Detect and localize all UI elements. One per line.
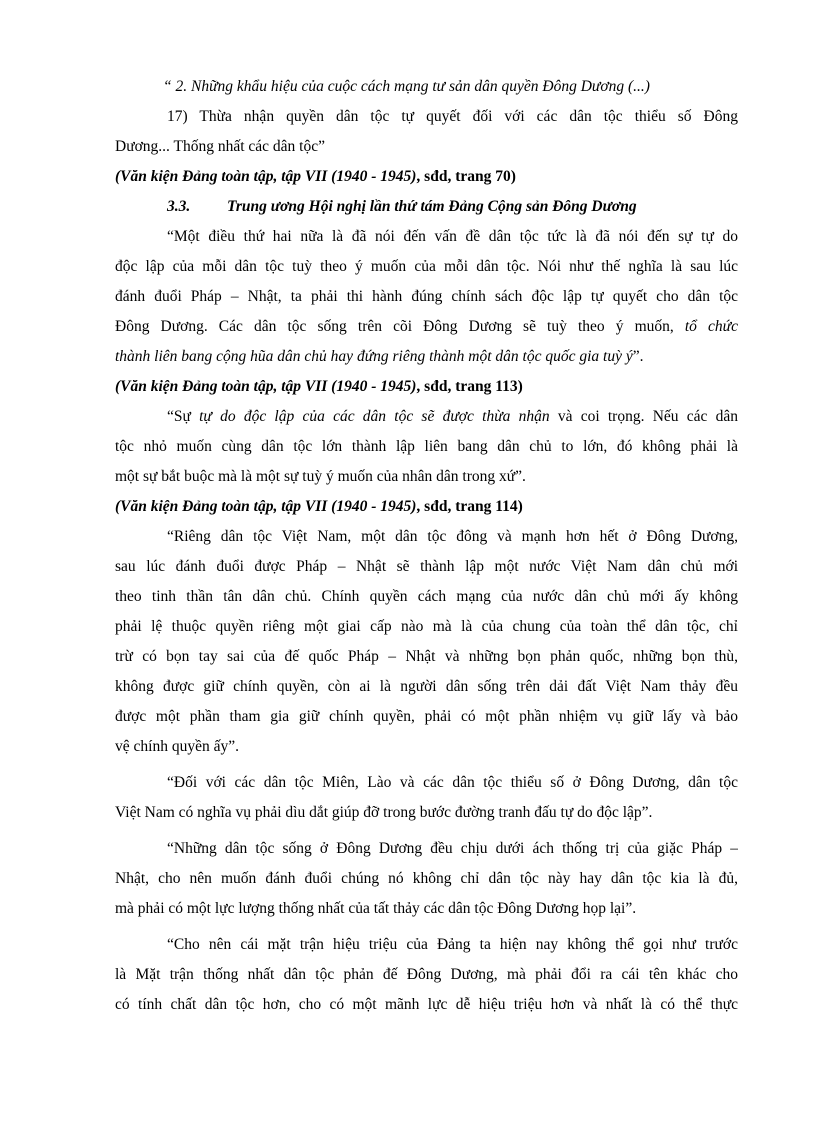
section-title: Trung ương Hội nghị lần thứ tám Đảng Cộng sản Đông Dương <box>227 198 637 215</box>
para6-line3: có tính chất dân tộc hơn, cho có một mãnh lực dễ hiệu triệu hơn và nhất là có thể thực <box>115 996 738 1013</box>
para4-line2: Việt Nam có nghĩa vụ phải dìu dắt giúp đỡ trong bước đường tranh đấu tự do độc lập”. <box>115 804 653 821</box>
para2-line1-end: và coi trọng. Nếu các dân <box>549 408 738 425</box>
citation-2 <box>115 372 738 402</box>
para1-line2: độc lập của mỗi dân tộc tuỳ theo ý muốn của mỗi dân tộc. Nói như thế nghĩa là sau lúc <box>115 258 738 275</box>
citation-3 <box>115 492 738 522</box>
para3-line7: được một phần tham gia giữ chính quyền, phải có một phần nhiệm vụ giữ lấy và bảo <box>115 708 738 725</box>
para6-line2: là Mặt trận thống nhất dân tộc phản đế Đông Dương, mà phải đổi ra cái tên khác cho <box>115 966 738 983</box>
citation-1-title: (Văn kiện Đảng toàn tập, tập VII (1940 - 1945) <box>115 168 417 185</box>
para4-line1: “Đối với các dân tộc Miên, Lào và các dân tộc thiểu số ở Đông Dương, dân tộc <box>167 774 738 791</box>
section-heading <box>115 192 738 222</box>
citation-3-rest: , sđd, trang 114) <box>416 498 523 515</box>
para3-line4: phải lệ thuộc quyền riêng một giai cấp nào mà là của chung của toàn thể dân tộc, chỉ <box>115 618 738 635</box>
para3-line2: sau lúc đánh đuổi được Pháp – Nhật sẽ thành lập một nước Việt Nam dân chủ mới <box>115 558 738 575</box>
para3-line3: theo tinh thần tân dân chủ. Chính quyền cách mạng của nước dân chủ mới ấy không <box>115 588 738 605</box>
para2-line1 <box>115 402 738 432</box>
para1-line1: “Một điều thứ hai nữa là đã nói đến vấn đề dân tộc tức là đã nói đến sự tự do <box>167 228 738 245</box>
quote1-line2: 17) Thừa nhận quyền dân tộc tự quyết đối với các dân tộc thiểu số Đông <box>167 108 738 125</box>
para1-line4 <box>115 312 738 342</box>
para3-line8: vệ chính quyền ấy”. <box>115 738 239 755</box>
section-number: 3.3. <box>167 198 191 215</box>
para5-line1: “Những dân tộc sống ở Đông Dương đều chịu dưới ách thống trị của giặc Pháp – <box>167 840 738 857</box>
para2-line2: tộc nhỏ muốn cùng dân tộc lớn thành lập liên bang dân chủ to lớn, đó không phải là <box>115 438 738 455</box>
para1-line3: đánh đuổi Pháp – Nhật, ta phải thi hành đúng chính sách độc lập tự quyết cho dân tộc <box>115 288 738 305</box>
para1-line5-end: ”. <box>632 348 644 365</box>
citation-1 <box>115 162 738 192</box>
quote1-line1: “ 2. Những khẩu hiệu của cuộc cách mạng tư sản dân quyền Đông Dương (...) <box>163 78 650 95</box>
para1-line5-italic: thành liên bang cộng hũa dân chủ hay đứng riêng thành một dân tộc quốc gia tuỳ ý <box>115 348 633 365</box>
citation-2-title: (Văn kiện Đảng toàn tập, tập VII (1940 - 1945) <box>115 378 417 395</box>
para2-line1-italic: tự do độc lập của các dân tộc sẽ được thừa nhận <box>199 408 550 425</box>
citation-1-rest: , sđd, trang 70) <box>416 168 516 185</box>
para1-line4-plain: Đông Dương. Các dân tộc sống trên cõi Đông Dương sẽ tuỳ theo ý muốn, <box>115 318 685 335</box>
para2-line3: một sự bắt buộc mà là một sự tuỳ ý muốn của nhân dân trong xứ”. <box>115 468 526 485</box>
para5-line3: mà phải có một lực lượng thống nhất của tất thảy các dân tộc Đông Dương họp lại”. <box>115 900 637 917</box>
para3-line1: “Riêng dân tộc Việt Nam, một dân tộc đông và mạnh hơn hết ở Đông Dương, <box>167 528 738 545</box>
citation-3-title: (Văn kiện Đảng toàn tập, tập VII (1940 - 1945) <box>115 498 417 515</box>
citation-2-rest: , sđd, trang 113) <box>416 378 523 395</box>
para5-line2: Nhật, cho nên muốn đánh đuổi chúng nó không chỉ dân tộc này hay dân tộc kia là đủ, <box>115 870 738 887</box>
para2-line1-start: “Sự <box>167 408 200 425</box>
para1-line5 <box>115 342 738 372</box>
para6-line1: “Cho nên cái mặt trận hiệu triệu của Đảng ta hiện nay không thể gọi như trước <box>167 936 738 953</box>
para3-line6: không được giữ chính quyền, còn ai là người dân sống trên dải đất Việt Nam thảy đều <box>115 678 738 695</box>
para1-line4-italic: tổ chức <box>684 318 738 335</box>
para3-line5: trừ có bọn tay sai của đế quốc Pháp – Nhật và những bọn phản quốc, những bọn thù, <box>115 648 738 665</box>
quote1-line3: Dương... Thống nhất các dân tộc” <box>115 138 325 155</box>
